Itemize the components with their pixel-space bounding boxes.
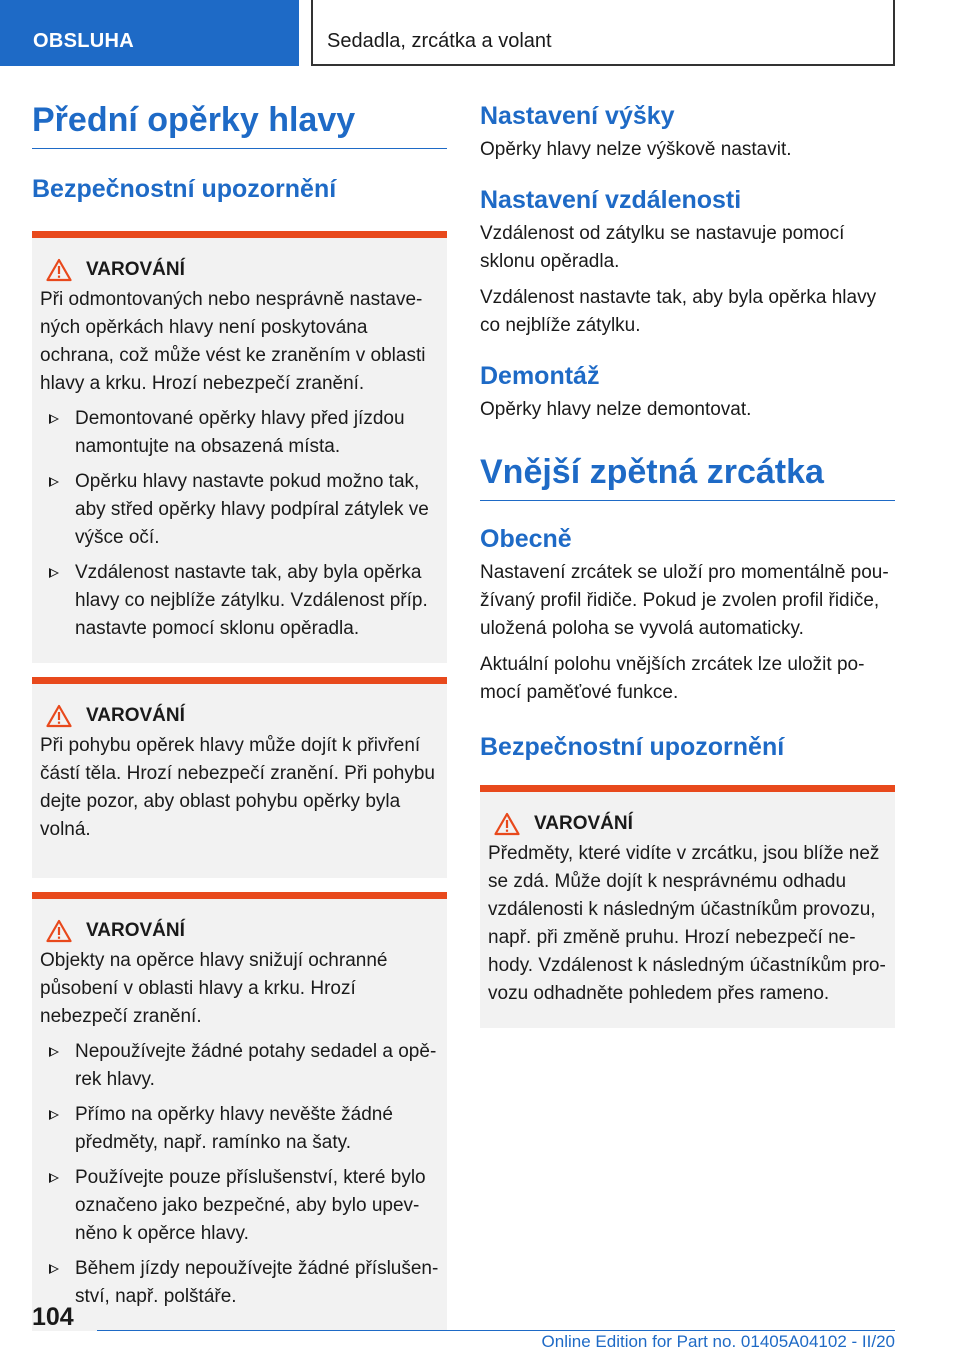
distance-text: Vzdálenost nastavte tak, aby byla opěrka hlavy co nejblíže zátylku. — [480, 287, 877, 336]
list-item: Vzdálenost nastavte tak, aby byla opěrka hlavy co nejblíže zátylku. Vzdálenost příp. nastavte pomocí sklonu opěradla. — [40, 559, 439, 643]
warning-title — [40, 256, 439, 284]
general-text: Aktuální polohu vnějších zrcátek lze uložit pomocí paměťové funkce. — [480, 654, 865, 703]
bullet-triangle-icon — [49, 568, 59, 578]
footer-divider — [97, 1330, 895, 1331]
bullet-triangle-icon — [49, 1110, 59, 1120]
warning-box — [32, 231, 447, 663]
general-heading: Obecně — [480, 525, 572, 553]
warning-box — [32, 677, 447, 878]
left-column — [32, 98, 447, 1331]
warning-list — [40, 405, 439, 643]
list-item: Nepoužívejte žádné potahy sedadel a opěrek hlavy. — [40, 1038, 439, 1094]
list-item: Opěrku hlavy nastavte pokud možno tak, aby střed opěrky hlavy podpíral zátylek ve výšce očí. — [40, 468, 439, 552]
section-tab — [0, 0, 299, 66]
mirrors-title: Vnější zpětná zrcátka — [480, 450, 895, 501]
warning-triangle-icon — [46, 919, 72, 943]
warning-text: Při odmontovaných nebo nesprávně nastavených opěrkách hlavy není poskytována ochrana, což může vést ke zraněním v oblasti hlavy a krku. Hrozí nebezpečí zranění. — [40, 289, 426, 394]
bullet-triangle-icon — [49, 1264, 59, 1274]
warning-label: VAROVÁNÍ — [86, 259, 185, 280]
distance-heading: Nastavení vzdálenosti — [480, 186, 742, 214]
right-column — [480, 100, 895, 1028]
warning-box — [32, 892, 447, 1331]
section-label: OBSLUHA — [33, 30, 134, 52]
bullet-triangle-icon — [49, 414, 59, 424]
distance-text: Vzdálenost od zátylku se nastavuje pomocí sklonu opěradla. — [480, 223, 845, 272]
warning-triangle-icon — [494, 812, 520, 836]
warning-list — [40, 1038, 439, 1311]
chapter-tab — [311, 0, 895, 66]
warning-box — [480, 785, 895, 1028]
safety-heading: Bezpečnostní upozornění — [480, 733, 785, 761]
warning-label: VAROVÁNÍ — [86, 705, 185, 726]
chapter-label: Sedadla, zrcátka a volant — [327, 30, 552, 52]
warning-title — [40, 917, 439, 945]
removal-text: Opěrky hlavy nelze demontovat. — [480, 399, 752, 420]
list-item: Přímo na opěrky hlavy nevěšte žádné předměty, např. ramínko na šaty. — [40, 1101, 439, 1157]
warning-triangle-icon — [46, 258, 72, 282]
safety-heading: Bezpečnostní upozornění — [32, 175, 337, 203]
list-item: Během jízdy nepoužívejte žádné příslušenství, např. polštáře. — [40, 1255, 439, 1311]
height-text: Opěrky hlavy nelze výškově nastavit. — [480, 139, 792, 160]
warning-title — [488, 810, 887, 838]
page-number: 104 — [32, 1303, 74, 1331]
warning-text: Objekty na opěrce hlavy snižují ochranné působení v oblasti hlavy a krku. Hrozí nebezpečí zranění. — [40, 950, 388, 1027]
bullet-triangle-icon — [49, 1047, 59, 1057]
removal-heading: Demontáž — [480, 362, 600, 390]
warning-label: VAROVÁNÍ — [534, 813, 633, 834]
footer-edition: Online Edition for Part no. 01405A04102 - II/20 — [541, 1332, 895, 1351]
bullet-triangle-icon — [49, 1173, 59, 1183]
warning-title — [40, 702, 439, 730]
warning-text: Předměty, které vidíte v zrcátku, jsou blíže než se zdá. Může dojít k nesprávnému odhadu vzdálenosti k následným účastníkům provozu, např. při změně pruhu. Hrozí nebezpečí nehody. Vzdálenost k následným účastníkům provozu odhadněte pohledem přes rameno. — [488, 843, 886, 1004]
general-text: Nastavení zrcátek se uloží pro momentálně používaný profil řidiče. Pokud je zvolen profil řidiče, uložená poloha se vyvolá automaticky. — [480, 562, 889, 639]
warning-triangle-icon — [46, 704, 72, 728]
bullet-triangle-icon — [49, 477, 59, 487]
warning-text: Při pohybu opěrek hlavy může dojít k přivření částí těla. Hrozí nebezpečí zranění. Při pohybu dejte pozor, aby oblast pohybu opěrky byla volná. — [40, 735, 435, 840]
list-item: Demontované opěrky hlavy před jízdou namontujte na obsazená místa. — [40, 405, 439, 461]
warning-label: VAROVÁNÍ — [86, 920, 185, 941]
height-heading: Nastavení výšky — [480, 102, 675, 130]
list-item: Používejte pouze příslušenství, které bylo označeno jako bezpečné, aby bylo upevněno k opěrce hlavy. — [40, 1164, 439, 1248]
page-title: Přední opěrky hlavy — [32, 98, 447, 149]
